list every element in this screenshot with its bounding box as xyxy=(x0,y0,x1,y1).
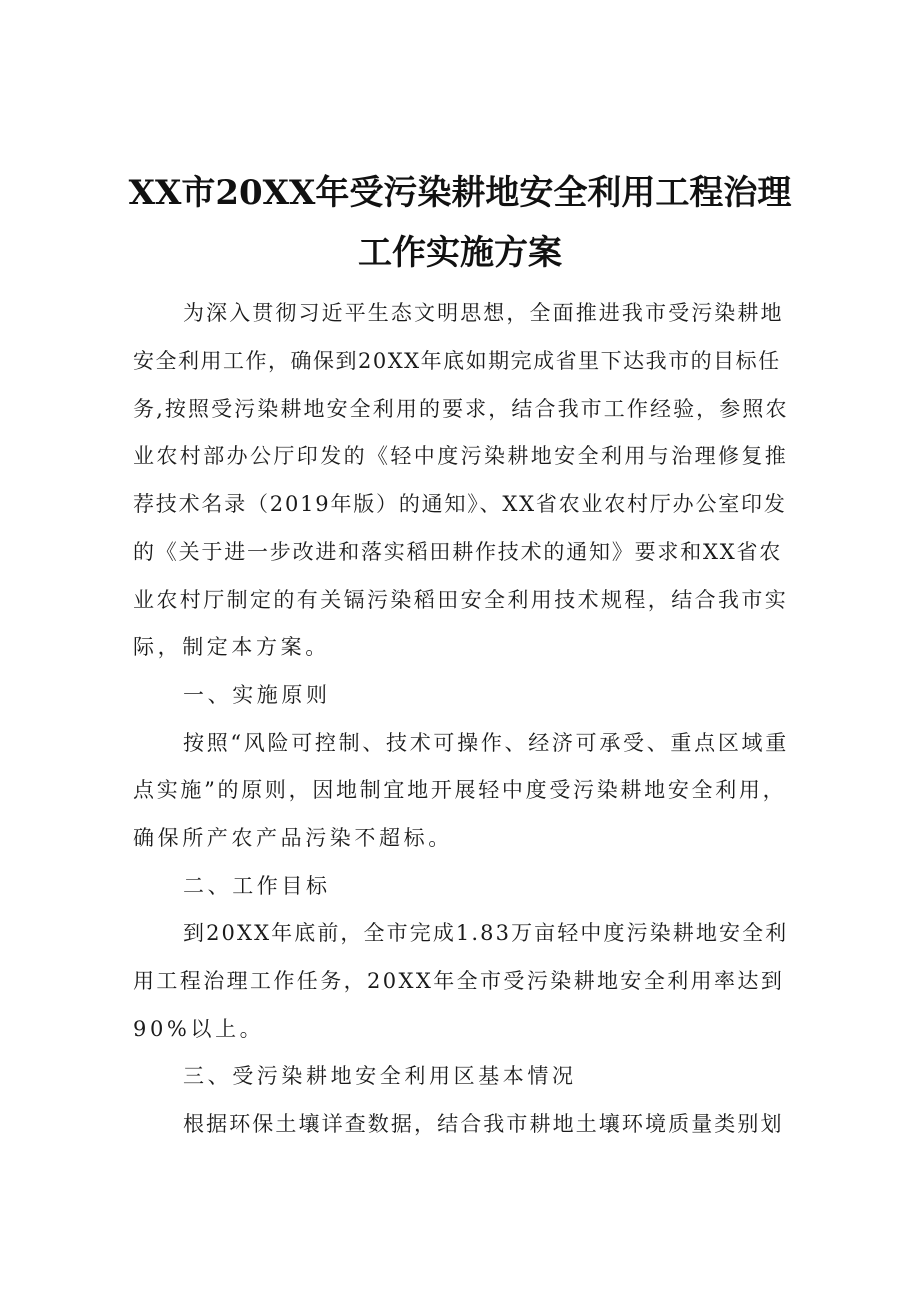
document-title-line-2: 工作实施方案 xyxy=(358,233,562,273)
body-line: 用工程治理工作任务，20XX年全市受污染耕地安全利用率达到 xyxy=(133,969,785,993)
section-heading: 一、实施原则 xyxy=(183,683,331,707)
body-line: 根据环保土壤详查数据，结合我市耕地土壤环境质量类别划 xyxy=(183,1112,784,1136)
body-line: 业农村厅制定的有关镉污染稻田安全利用技术规程，结合我市实 xyxy=(133,588,789,612)
body-line: 为深入贯彻习近平生态文明思想，全面推进我市受污染耕地 xyxy=(183,301,784,325)
body-line: 90%以上。 xyxy=(133,1017,265,1041)
document-title-line-1: XX市20XX年受污染耕地安全利用工程治理 xyxy=(128,173,792,213)
body-line: 业农村部办公厅印发的《轻中度污染耕地安全利用与治理修复推 xyxy=(133,444,789,468)
body-line: 荐技术名录（2019年版）的通知》、XX省农业农村厅办公室印发 xyxy=(133,492,787,516)
body-line: 确保所产农产品污染不超标。 xyxy=(133,826,453,850)
body-line: 到20XX年底前，全市完成1.83万亩轻中度污染耕地安全利 xyxy=(183,921,789,945)
body-line: 务,按照受污染耕地安全利用的要求，结合我市工作经验，参照农 xyxy=(133,397,789,421)
body-line: 安全利用工作，确保到20XX年底如期完成省里下达我市的目标任 xyxy=(133,349,781,373)
body-line: 际，制定本方案。 xyxy=(133,635,330,659)
body-line: 按照“风险可控制、技术可操作、经济可承受、重点区域重 xyxy=(183,731,789,755)
body-line: 点实施”的原则，因地制宜地开展轻中度受污染耕地安全利用， xyxy=(133,778,787,802)
section-heading: 二、工作目标 xyxy=(183,874,331,898)
body-line: 的《关于进一步改进和落实稻田耕作技术的通知》要求和XX省农 xyxy=(133,540,783,564)
section-heading: 三、受污染耕地安全利用区基本情况 xyxy=(183,1064,577,1088)
